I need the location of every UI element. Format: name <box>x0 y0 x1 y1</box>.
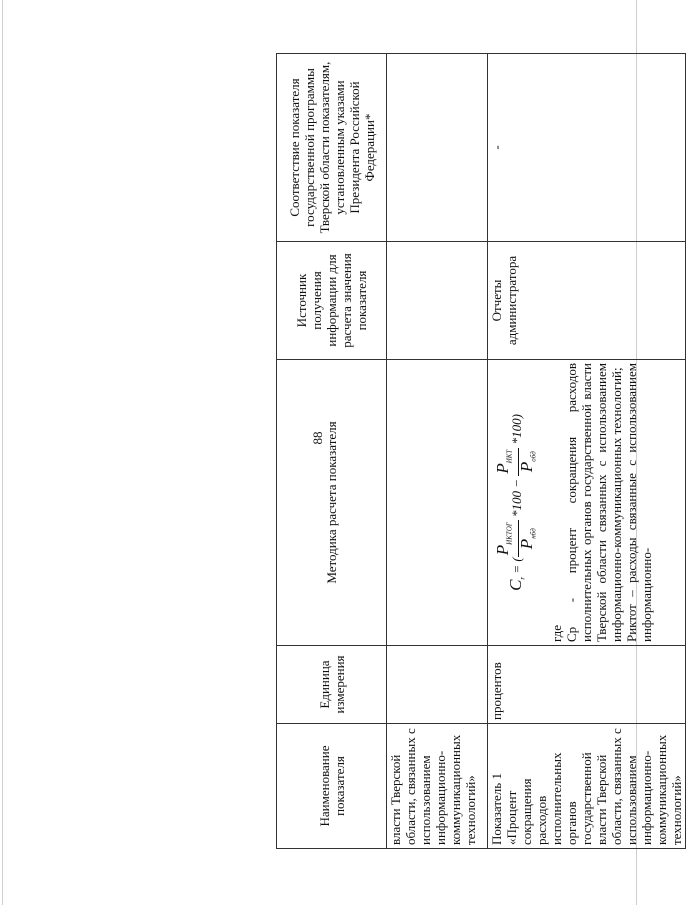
indicator-method-cell <box>488 360 686 646</box>
page-left-edge <box>2 0 3 905</box>
header-compliance: Соответствие показателя государственной программы Тверской области показателям, установленным указами Президента Российской Федерации* <box>277 54 387 242</box>
continuation-name-cell: власти Тверской области, связанных с использованием информационно-коммуникационных технологий» <box>387 724 488 849</box>
continuation-compliance-cell <box>387 54 488 242</box>
indicator-compliance-cell: - <box>488 54 686 242</box>
formula-fraction-2: $P_{ИКТ}$ $P_{обд}$ <box>493 449 538 474</box>
formula-fraction-1: $P_{ИКТОГ}$ $P_{нбд}$ <box>493 522 538 556</box>
indicator-unit-cell: процентов <box>488 646 686 724</box>
continuation-unit-cell <box>387 646 488 724</box>
table-header-row <box>277 54 387 849</box>
formula-description-1: Ср - процент сокращения расходов исполнительных органов государственной власти Тверской области связанных с использованием информационно-коммуникационных технологий; <box>564 363 625 642</box>
indicator-source-cell: Отчеты администратора <box>488 242 686 360</box>
header-method: Методика расчета показателя <box>277 360 387 646</box>
indicator-name-cell: Показатель 1 «Процент сокращения расходов исполнительных органов государственной власти Тверской области, связанных с использованием информационно-коммуникационных технологий» <box>488 724 686 849</box>
continuation-method-cell <box>387 360 488 646</box>
formula-where: где <box>549 624 565 642</box>
header-source: Источник получения информации для расчета значения показателя <box>277 242 387 360</box>
page-number: 88 <box>310 431 325 445</box>
header-unit: Единица измерения <box>277 646 387 724</box>
reduction-formula: $C_r$ = ( $P_{ИКТОГ}$ $P_{нбд}$ *100 − $P_{ИКТ}$ $P_{обд}$ *100) <box>495 363 541 642</box>
continuation-row <box>387 54 488 849</box>
indicator-table-frame <box>276 54 684 849</box>
header-name: Наименование показателя <box>277 724 387 849</box>
formula-description-2: Риктот – расходы связанные с использованием информационно- <box>624 363 655 642</box>
indicator-table <box>276 53 686 849</box>
indicator-row <box>488 54 686 849</box>
continuation-source-cell <box>387 242 488 360</box>
